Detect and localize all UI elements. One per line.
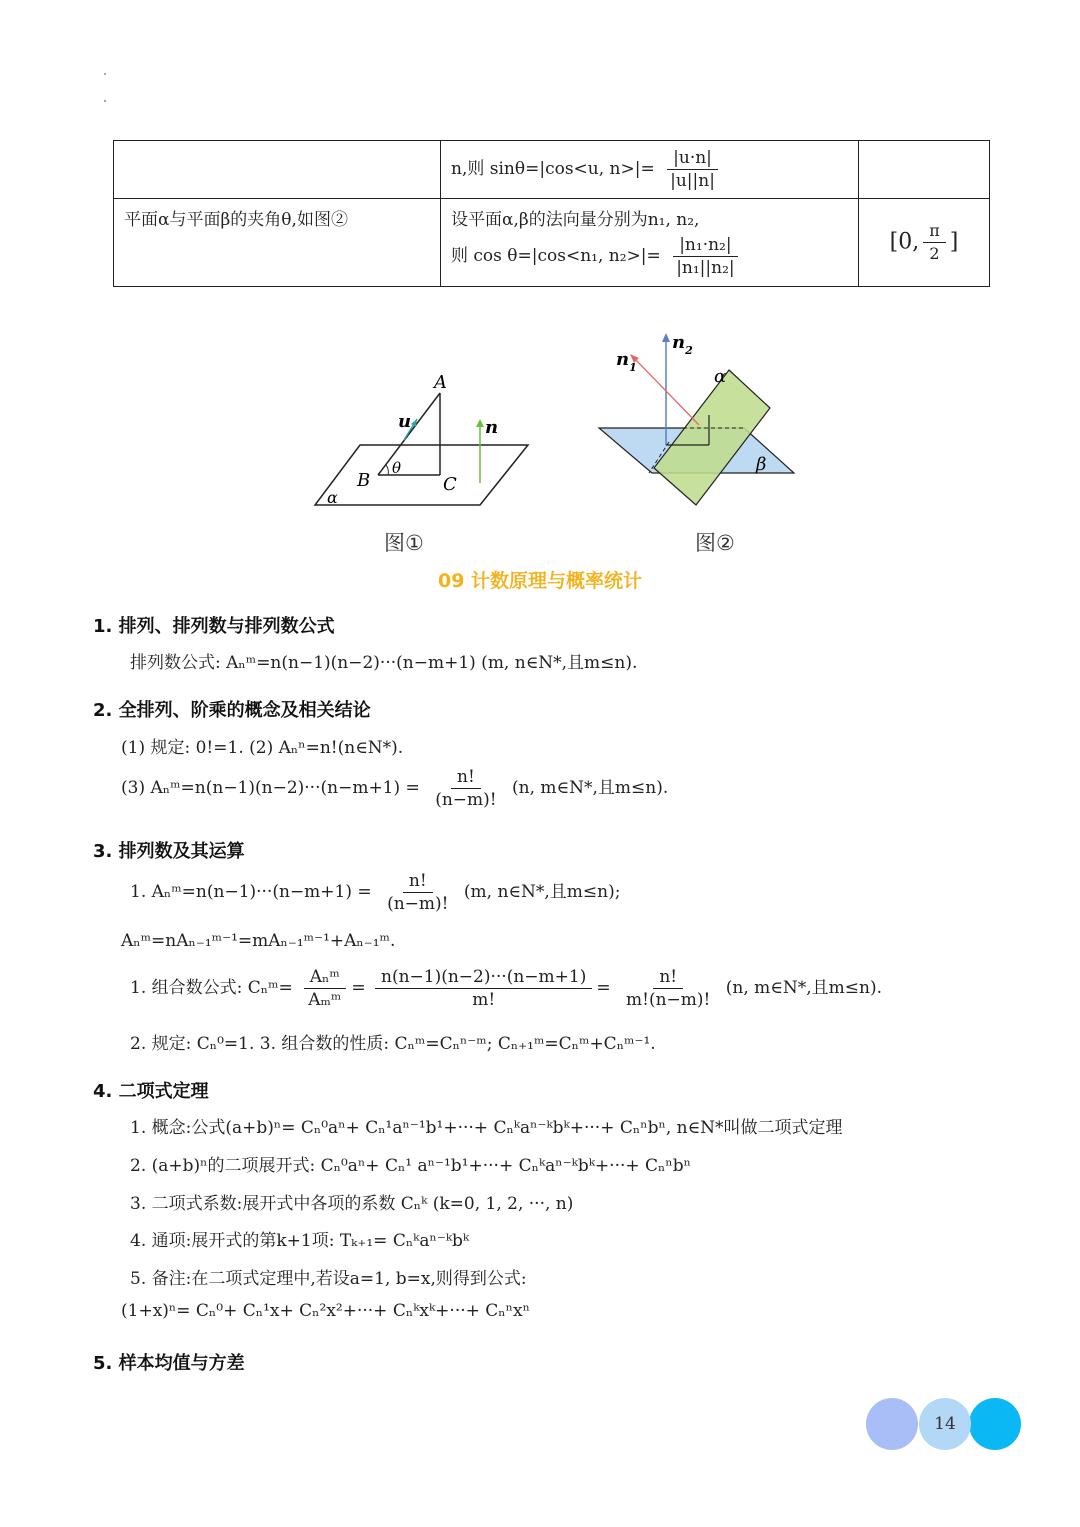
- formula-suffix: (n, m∈N*,且m≤n).: [512, 778, 669, 798]
- row1-fraction: [664, 147, 721, 192]
- label-alpha: α: [714, 366, 727, 387]
- binomial-special-case: (1+x)ⁿ= Cₙ⁰+ Cₙ¹x+ Cₙ²x²+···+ Cₙᵏxᵏ+···+ Cₙⁿxⁿ: [121, 1301, 530, 1321]
- label-b: B: [357, 470, 371, 491]
- formula-suffix: (m, n∈N*,且m≤n);: [463, 882, 621, 902]
- segment-ab: [378, 393, 440, 475]
- fraction-denominator: Aₘᵐ: [308, 990, 342, 1010]
- formula-fraction: [302, 966, 347, 1011]
- fraction-denominator: m!(n−m)!: [626, 990, 711, 1010]
- formula-suffix: (n, m∈N*,且m≤n).: [725, 978, 883, 998]
- fraction-denominator: |u||n|: [670, 171, 715, 191]
- table-row: [114, 141, 990, 199]
- row1-formula: n,则 sinθ=|cos<u, n>|=: [451, 159, 655, 179]
- row2-normal-vectors: 设平面α,β的法向量分别为n₁, n₂,: [451, 210, 700, 230]
- fraction-numerator: n!: [403, 870, 433, 893]
- row2-description: 平面α与平面β的夹角θ,如图②: [124, 210, 348, 230]
- fraction-denominator: m!: [472, 990, 496, 1010]
- section-2-heading: 2. 全排列、阶乘的概念及相关结论: [93, 700, 371, 721]
- vector-n-arrow: [476, 419, 484, 427]
- angle-table: [113, 140, 990, 287]
- row2-fraction: [670, 234, 740, 279]
- formula-fraction: [620, 966, 716, 1011]
- figure-1: [310, 365, 540, 515]
- fraction-numerator: |n₁·n₂|: [673, 234, 737, 257]
- fraction-numerator: π: [923, 220, 946, 243]
- label-alpha: α: [327, 488, 338, 507]
- formula-fraction: [375, 966, 592, 1011]
- figure-2: [594, 330, 804, 520]
- decor-dot: [104, 73, 106, 75]
- table-cell: [859, 141, 990, 199]
- page-number: 14: [919, 1398, 971, 1450]
- angle-theta-arc: [386, 465, 388, 475]
- section-3-heading: 3. 排列数及其运算: [93, 841, 245, 862]
- label-n2: $n_2$: [672, 332, 693, 357]
- permutation-factorial-formula: [121, 766, 668, 811]
- vector-n2-arrow: [662, 333, 670, 342]
- binomial-coefficient: 3. 二项式系数:展开式中各项的系数 Cₙᵏ (k=0, 1, 2, ···, n): [130, 1194, 574, 1214]
- table-cell: [114, 141, 441, 199]
- section-1-heading: 1. 排列、排列数与排列数公式: [93, 616, 335, 637]
- decor-dot: [104, 100, 106, 102]
- fraction-numerator: n!: [451, 766, 481, 789]
- section-title: 09 计数原理与概率统计: [437, 570, 643, 592]
- combination-properties: 2. 规定: Cₙ⁰=1. 3. 组合数的性质: Cₙᵐ=Cₙⁿ⁻ᵐ; Cₙ₊₁ᵐ=Cₙᵐ+Cₙᵐ⁻¹.: [130, 1034, 656, 1054]
- label-c: C: [443, 474, 457, 495]
- label-u: u: [398, 411, 412, 432]
- table-cell: [441, 199, 859, 287]
- general-term: 4. 通项:展开式的第k+1项: Tₖ₊₁= Cₙᵏaⁿ⁻ᵏbᵏ: [130, 1231, 470, 1251]
- permutation-formula: 排列数公式: Aₙᵐ=n(n−1)(n−2)···(n−m+1) (m, n∈N*,且m≤n).: [130, 653, 638, 673]
- figure-1-caption: 图①: [384, 531, 424, 555]
- table-row: [114, 199, 990, 287]
- label-a: A: [434, 372, 447, 393]
- row2-formula: 则 cos θ=|cos<n₁, n₂>|=: [451, 246, 661, 266]
- fraction-numerator: Aₙᵐ: [304, 966, 346, 989]
- fraction-denominator: 2: [929, 244, 940, 263]
- fraction-denominator: (n−m)!: [435, 790, 497, 810]
- binomial-note: 5. 备注:在二项式定理中,若设a=1, b=x,则得到公式:: [130, 1269, 527, 1289]
- section-5-heading: 5. 样本均值与方差: [93, 1353, 245, 1374]
- formula-prefix: (3) Aₙᵐ=n(n−1)(n−2)···(n−m+1) =: [121, 778, 420, 798]
- fraction-numerator: |u·n|: [667, 147, 718, 170]
- label-n: n: [485, 417, 499, 438]
- combination-formula: 1. 组合数公式: Cₙᵐ= $\frac{\text{Aₙᵐ}}{\text{Aₘᵐ}}$ = $\frac{n(n-1)(n-2)\cdot\cdot\cdot(n-m+1)}{m!}$ = $\frac{n!}{m!(n-m)!}$ (n, m∈N*,且m≤n).: [130, 967, 883, 1010]
- table-cell: [859, 199, 990, 287]
- formula-prefix: 1. 组合数公式: Cₙᵐ=: [130, 978, 293, 998]
- fraction-numerator: n(n−1)(n−2)···(n−m+1): [375, 966, 592, 989]
- formula-prefix: 1. Aₙᵐ=n(n−1)···(n−m+1) =: [130, 882, 372, 902]
- figure-2-caption: 图②: [695, 531, 735, 555]
- table-cell: [441, 141, 859, 199]
- factorial-rules: (1) 规定: 0!=1. (2) Aₙⁿ=n!(n∈N*).: [121, 738, 404, 758]
- label-theta: θ: [392, 459, 402, 477]
- range-fraction: [923, 220, 946, 265]
- page-badge-left: [866, 1398, 918, 1450]
- binomial-concept: 1. 概念:公式(a+b)ⁿ= Cₙ⁰aⁿ+ Cₙ¹aⁿ⁻¹b¹+···+ Cₙᵏaⁿ⁻ᵏbᵏ+···+ Cₙⁿbⁿ, n∈N*叫做二项式定理: [130, 1118, 843, 1138]
- section-4-heading: 4. 二项式定理: [93, 1081, 209, 1102]
- range-right: ]: [949, 229, 959, 255]
- formula-fraction: [381, 870, 454, 915]
- vector-u-arrow: [411, 419, 417, 427]
- fraction-denominator: |n₁||n₂|: [676, 258, 735, 278]
- binomial-expansion: 2. (a+b)ⁿ的二项展开式: Cₙ⁰aⁿ+ Cₙ¹ aⁿ⁻¹b¹+···+ Cₙᵏaⁿ⁻ᵏbᵏ+···+ Cₙⁿbⁿ: [130, 1156, 691, 1176]
- label-n1: $n_1$: [616, 349, 637, 374]
- permutation-operation-formula: [130, 870, 620, 915]
- fraction-denominator: (n−m)!: [387, 894, 449, 914]
- table-cell: [114, 199, 441, 287]
- label-beta: β: [756, 454, 767, 475]
- range-left: [0,: [889, 229, 920, 255]
- fraction-numerator: n!: [653, 966, 683, 989]
- permutation-recursion: Aₙᵐ=nAₙ₋₁ᵐ⁻¹=mAₙ₋₁ᵐ⁻¹+Aₙ₋₁ᵐ.: [121, 931, 396, 951]
- formula-fraction: [429, 766, 502, 811]
- page-badge-right: [969, 1398, 1021, 1450]
